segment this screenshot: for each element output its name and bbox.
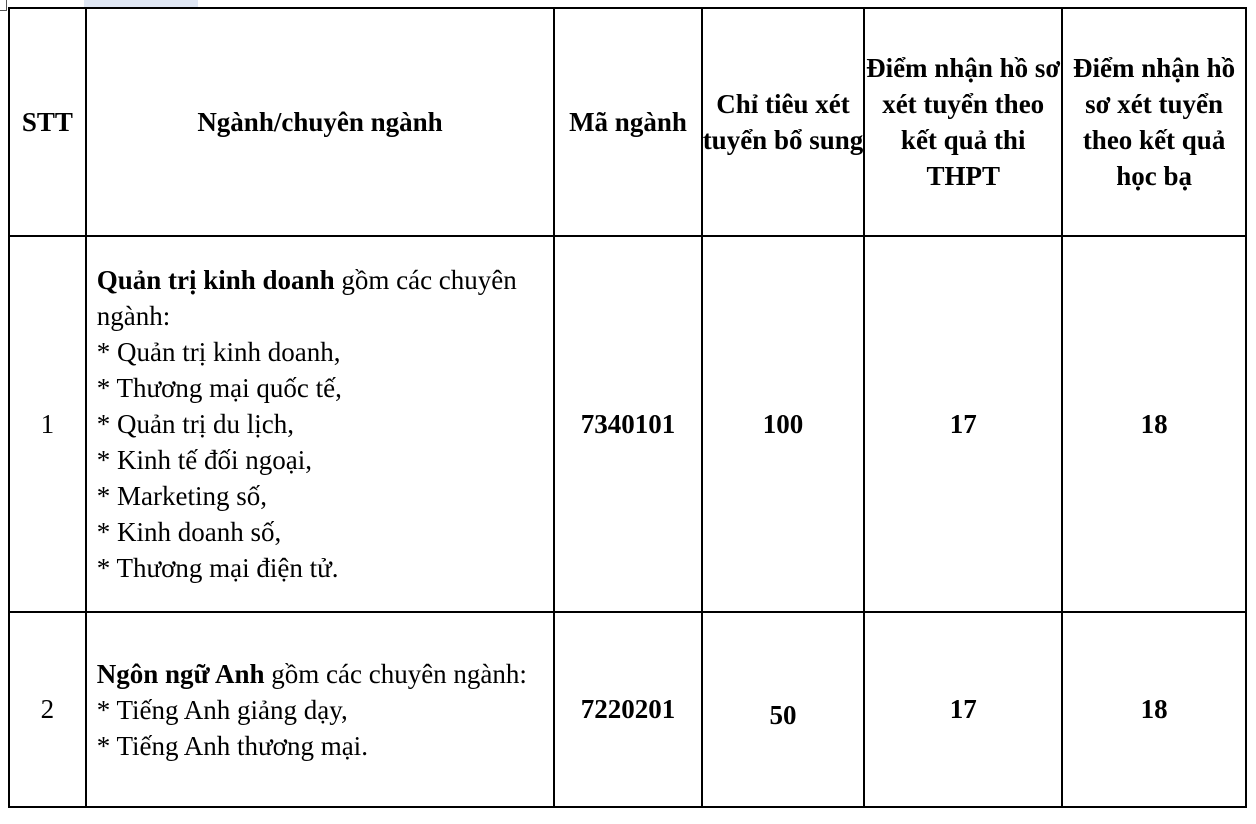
table-header-row: [9, 8, 1246, 236]
specialization-list: [97, 692, 548, 764]
row-code: 7340101: [554, 236, 701, 612]
specialization-list: [97, 334, 548, 586]
row-quota: 50: [702, 612, 865, 807]
specialization-item: * Marketing số,: [97, 478, 548, 514]
major-name: Quản trị kinh doanh: [96, 265, 335, 295]
top-selection-tab: [84, 0, 198, 7]
specialization-item: * Thương mại quốc tế,: [97, 370, 548, 406]
table-row: [9, 612, 1246, 807]
header-code: Mã ngành: [554, 8, 701, 236]
specialization-item: * Quản trị kinh doanh,: [97, 334, 548, 370]
specialization-item: * Thương mại điện tử.: [97, 550, 548, 586]
admission-table: [8, 7, 1247, 808]
header-stt: STT: [9, 8, 86, 236]
header-score-hocba: Điểm nhận hồ sơ xét tuyển theo kết quả học bạ: [1062, 8, 1246, 236]
row-stt: 2: [9, 612, 86, 807]
major-intro: gồm các chuyên ngành:: [96, 265, 517, 331]
specialization-item: * Quản trị du lịch,: [97, 406, 548, 442]
specialization-item: * Tiếng Anh thương mại.: [97, 728, 548, 764]
header-score-thpt: Điểm nhận hồ sơ xét tuyển theo kết quả thi THPT: [864, 8, 1062, 236]
page-corner-mark: [0, 0, 7, 11]
specialization-item: * Kinh tế đối ngoại,: [97, 442, 548, 478]
row-quota: 100: [702, 236, 865, 612]
row-code: 7220201: [554, 612, 701, 807]
specialization-item: * Tiếng Anh giảng dạy,: [97, 692, 548, 728]
major-name: Ngôn ngữ Anh: [96, 658, 265, 689]
row-stt: 1: [9, 236, 86, 612]
header-major: Ngành/chuyên ngành: [86, 8, 555, 236]
row-major: [86, 236, 555, 612]
table-row: [9, 236, 1246, 612]
header-quota: Chỉ tiêu xét tuyển bổ sung: [702, 8, 865, 236]
specialization-item: * Kinh doanh số,: [97, 514, 548, 550]
row-score-hocba: 18: [1062, 236, 1246, 612]
major-intro: gồm các chuyên ngành:: [264, 658, 527, 689]
row-score-thpt: 17: [864, 236, 1062, 612]
row-major: [86, 612, 555, 807]
row-score-hocba: 18: [1062, 612, 1246, 807]
row-score-thpt: 17: [864, 612, 1062, 807]
